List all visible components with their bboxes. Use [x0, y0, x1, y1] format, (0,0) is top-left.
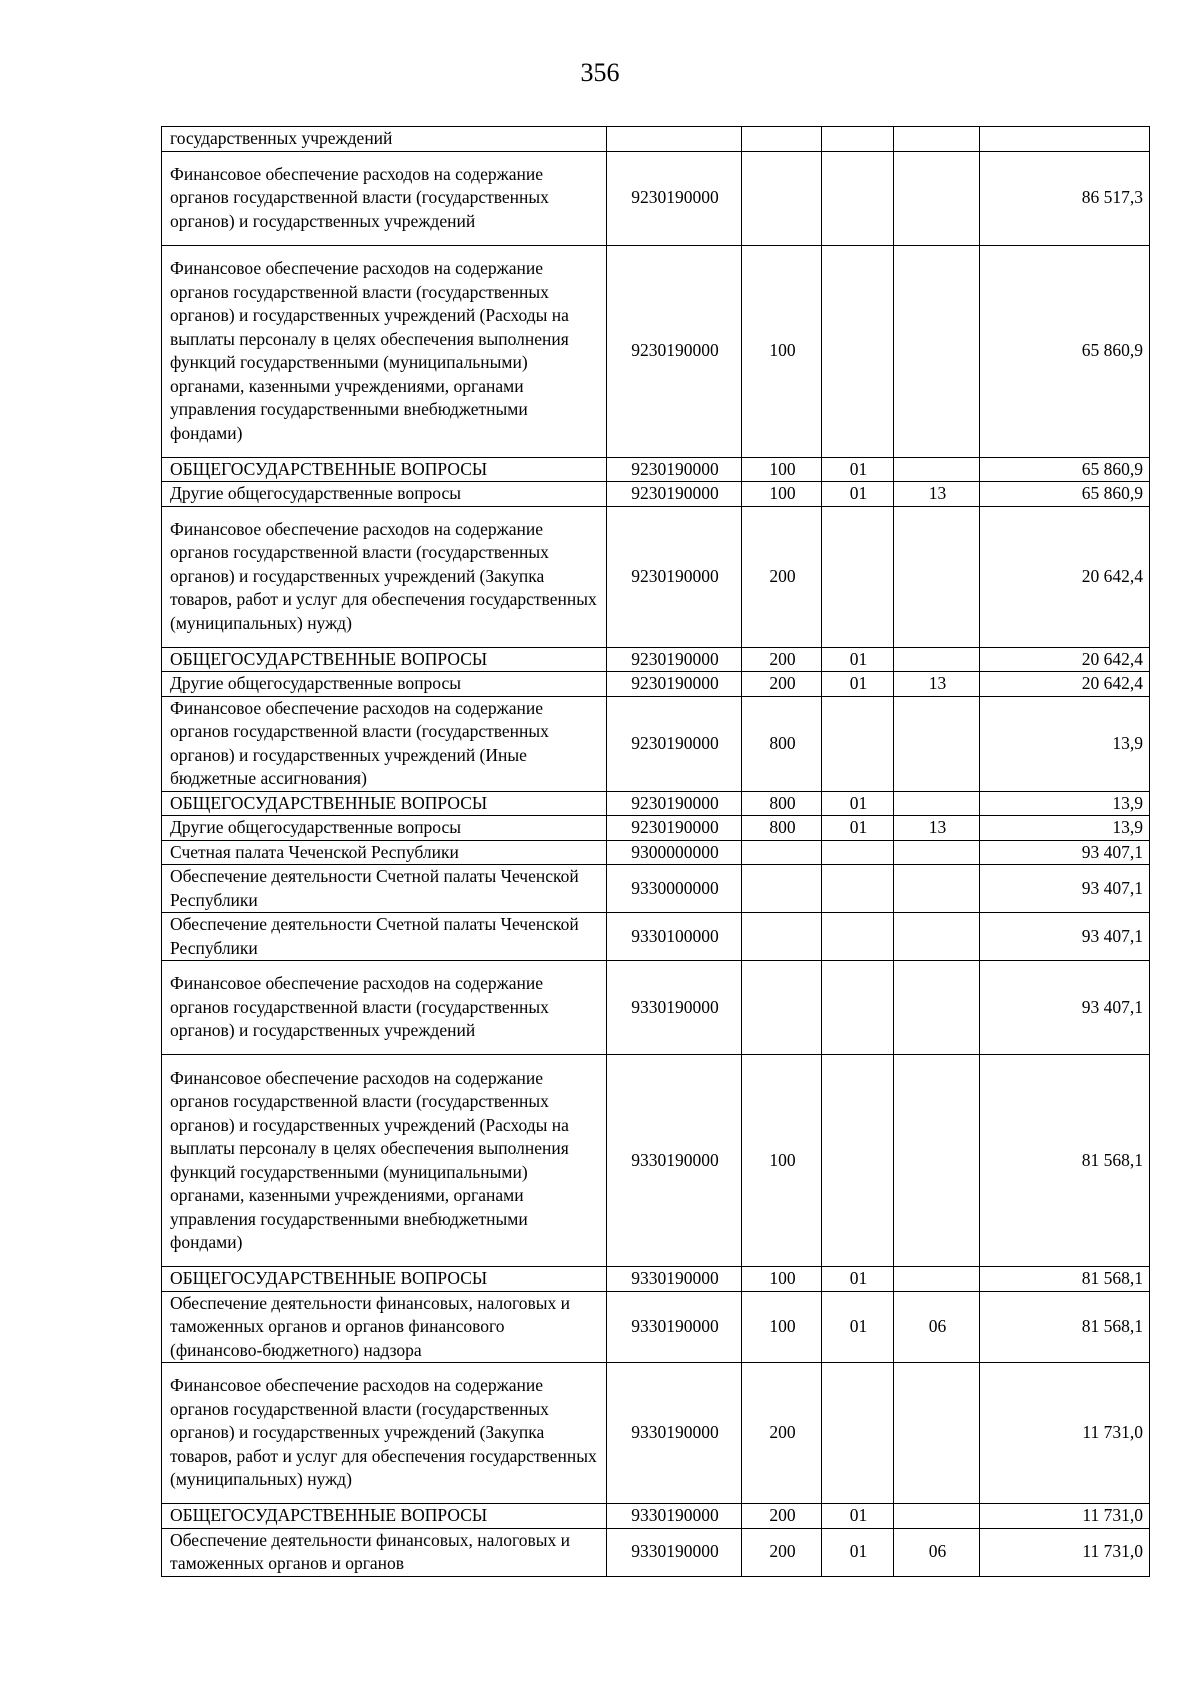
row-subsection-cell: 13: [894, 482, 980, 507]
table-row: [162, 816, 1150, 841]
row-sum-cell: 93 407,1: [980, 840, 1150, 865]
row-code-cell: 9230190000: [607, 816, 742, 841]
row-subsection-cell: [894, 791, 980, 816]
row-section-cell: 01: [822, 457, 894, 482]
row-expense-type-cell: 100: [742, 1267, 822, 1292]
table-row: [162, 1291, 1150, 1363]
row-section-cell: 01: [822, 647, 894, 672]
row-sum-cell: 93 407,1: [980, 961, 1150, 1055]
row-sum-cell: 20 642,4: [980, 647, 1150, 672]
row-sum-cell: 65 860,9: [980, 482, 1150, 507]
row-name-cell: Финансовое обеспечение расходов на содержание органов государственной власти (государственных органов) и государственных учреждений: [162, 151, 607, 245]
row-name-cell: Финансовое обеспечение расходов на содержание органов государственной власти (государственных органов) и государственных учреждений (Иные бюджетные ассигнования): [162, 696, 607, 791]
row-subsection-cell: [894, 840, 980, 865]
row-section-cell: 01: [822, 816, 894, 841]
row-expense-type-cell: 100: [742, 482, 822, 507]
row-subsection-cell: [894, 245, 980, 457]
table-row: [162, 482, 1150, 507]
row-name-cell: ОБЩЕГОСУДАРСТВЕННЫЕ ВОПРОСЫ: [162, 791, 607, 816]
row-code-cell: 9330190000: [607, 1291, 742, 1363]
row-expense-type-cell: 100: [742, 1055, 822, 1267]
row-expense-type-cell: [742, 961, 822, 1055]
row-name-cell: Обеспечение деятельности Счетной палаты Чеченской Республики: [162, 913, 607, 961]
row-expense-type-cell: 800: [742, 791, 822, 816]
row-sum-cell: 11 731,0: [980, 1363, 1150, 1504]
row-section-cell: [822, 696, 894, 791]
table-row: [162, 647, 1150, 672]
row-subsection-cell: 13: [894, 816, 980, 841]
row-name-cell: Обеспечение деятельности Счетной палаты Чеченской Республики: [162, 865, 607, 913]
row-code-cell: 9230190000: [607, 151, 742, 245]
row-name-cell: Финансовое обеспечение расходов на содержание органов государственной власти (государственных органов) и государственных учреждений (Закупка товаров, работ и услуг для обеспечения государственных (муниципальных) нужд): [162, 506, 607, 647]
row-sum-cell: 65 860,9: [980, 245, 1150, 457]
row-section-cell: [822, 865, 894, 913]
row-expense-type-cell: 100: [742, 457, 822, 482]
row-section-cell: [822, 1055, 894, 1267]
row-sum-cell: 13,9: [980, 696, 1150, 791]
row-code-cell: 9230190000: [607, 245, 742, 457]
row-code-cell: 9300000000: [607, 840, 742, 865]
row-name-cell: Финансовое обеспечение расходов на содержание органов государственной власти (государственных органов) и государственных учреждений: [162, 961, 607, 1055]
row-code-cell: 9330190000: [607, 1267, 742, 1292]
row-subsection-cell: [894, 1363, 980, 1504]
table-row: [162, 840, 1150, 865]
row-expense-type-cell: [742, 127, 822, 152]
row-subsection-cell: 06: [894, 1291, 980, 1363]
row-sum-cell: 81 568,1: [980, 1267, 1150, 1292]
row-sum-cell: 13,9: [980, 816, 1150, 841]
row-section-cell: [822, 913, 894, 961]
row-name-cell: Другие общегосударственные вопросы: [162, 672, 607, 697]
table-row: [162, 672, 1150, 697]
row-section-cell: [822, 1363, 894, 1504]
row-sum-cell: [980, 127, 1150, 152]
row-code-cell: 9330100000: [607, 913, 742, 961]
row-expense-type-cell: [742, 151, 822, 245]
row-section-cell: [822, 245, 894, 457]
row-subsection-cell: [894, 647, 980, 672]
row-section-cell: [822, 151, 894, 245]
row-name-cell: ОБЩЕГОСУДАРСТВЕННЫЕ ВОПРОСЫ: [162, 647, 607, 672]
row-sum-cell: 86 517,3: [980, 151, 1150, 245]
row-sum-cell: 11 731,0: [980, 1528, 1150, 1576]
row-subsection-cell: [894, 1055, 980, 1267]
row-code-cell: 9330000000: [607, 865, 742, 913]
row-sum-cell: 93 407,1: [980, 913, 1150, 961]
table-row: [162, 1504, 1150, 1529]
row-subsection-cell: 13: [894, 672, 980, 697]
table-row: [162, 1363, 1150, 1504]
row-expense-type-cell: 200: [742, 647, 822, 672]
row-name-cell: ОБЩЕГОСУДАРСТВЕННЫЕ ВОПРОСЫ: [162, 457, 607, 482]
row-section-cell: [822, 840, 894, 865]
row-name-cell: Другие общегосударственные вопросы: [162, 482, 607, 507]
row-section-cell: 01: [822, 672, 894, 697]
row-expense-type-cell: 800: [742, 816, 822, 841]
table-row: [162, 457, 1150, 482]
row-subsection-cell: 06: [894, 1528, 980, 1576]
row-expense-type-cell: 200: [742, 1363, 822, 1504]
row-code-cell: 9330190000: [607, 1055, 742, 1267]
row-name-cell: Обеспечение деятельности финансовых, налоговых и таможенных органов и органов: [162, 1528, 607, 1576]
row-subsection-cell: [894, 151, 980, 245]
row-expense-type-cell: 200: [742, 672, 822, 697]
row-subsection-cell: [894, 457, 980, 482]
row-sum-cell: 65 860,9: [980, 457, 1150, 482]
row-section-cell: 01: [822, 1528, 894, 1576]
row-subsection-cell: [894, 506, 980, 647]
row-subsection-cell: [894, 1267, 980, 1292]
row-code-cell: 9330190000: [607, 1504, 742, 1529]
row-expense-type-cell: 200: [742, 1528, 822, 1576]
row-expense-type-cell: [742, 840, 822, 865]
row-name-cell: государственных учреждений: [162, 127, 607, 152]
row-name-cell: Счетная палата Чеченской Республики: [162, 840, 607, 865]
row-sum-cell: 81 568,1: [980, 1055, 1150, 1267]
row-code-cell: 9330190000: [607, 961, 742, 1055]
row-code-cell: 9230190000: [607, 791, 742, 816]
row-code-cell: 9230190000: [607, 647, 742, 672]
row-code-cell: 9230190000: [607, 506, 742, 647]
row-code-cell: 9230190000: [607, 457, 742, 482]
row-sum-cell: 93 407,1: [980, 865, 1150, 913]
row-expense-type-cell: [742, 865, 822, 913]
row-code-cell: 9330190000: [607, 1363, 742, 1504]
row-name-cell: ОБЩЕГОСУДАРСТВЕННЫЕ ВОПРОСЫ: [162, 1267, 607, 1292]
row-section-cell: [822, 506, 894, 647]
table-row: [162, 506, 1150, 647]
table-row: [162, 127, 1150, 152]
table-row: [162, 791, 1150, 816]
row-expense-type-cell: [742, 913, 822, 961]
row-sum-cell: 13,9: [980, 791, 1150, 816]
row-code-cell: 9230190000: [607, 672, 742, 697]
table-row: [162, 1055, 1150, 1267]
row-code-cell: 9330190000: [607, 1528, 742, 1576]
row-expense-type-cell: 100: [742, 1291, 822, 1363]
table-row: [162, 865, 1150, 913]
row-sum-cell: 81 568,1: [980, 1291, 1150, 1363]
row-code-cell: 9230190000: [607, 696, 742, 791]
row-sum-cell: 11 731,0: [980, 1504, 1150, 1529]
row-section-cell: 01: [822, 1291, 894, 1363]
row-section-cell: 01: [822, 1267, 894, 1292]
row-subsection-cell: [894, 1504, 980, 1529]
row-sum-cell: 20 642,4: [980, 672, 1150, 697]
table-row: [162, 913, 1150, 961]
row-expense-type-cell: 200: [742, 1504, 822, 1529]
row-name-cell: Обеспечение деятельности финансовых, налоговых и таможенных органов и органов финансового (финансово-бюджетного) надзора: [162, 1291, 607, 1363]
row-name-cell: Финансовое обеспечение расходов на содержание органов государственной власти (государственных органов) и государственных учреждений (Закупка товаров, работ и услуг для обеспечения государственных (муниципальных) нужд): [162, 1363, 607, 1504]
table-row: [162, 961, 1150, 1055]
table-row: [162, 696, 1150, 791]
page-number: 356: [580, 58, 620, 87]
row-subsection-cell: [894, 127, 980, 152]
row-code-cell: 9230190000: [607, 482, 742, 507]
row-name-cell: Другие общегосударственные вопросы: [162, 816, 607, 841]
row-name-cell: Финансовое обеспечение расходов на содержание органов государственной власти (государственных органов) и государственных учреждений (Расходы на выплаты персоналу в целях обеспечения выполнения функций государственными (муниципальными) органами, казенными учреждениями, органами управления государственными внебюджетными фондами): [162, 1055, 607, 1267]
budget-table: [161, 126, 1150, 1577]
row-expense-type-cell: 100: [742, 245, 822, 457]
row-section-cell: 01: [822, 791, 894, 816]
table-row: [162, 245, 1150, 457]
row-subsection-cell: [894, 961, 980, 1055]
row-expense-type-cell: 200: [742, 506, 822, 647]
row-section-cell: [822, 127, 894, 152]
table-row: [162, 151, 1150, 245]
table-row: [162, 1267, 1150, 1292]
row-sum-cell: 20 642,4: [980, 506, 1150, 647]
row-section-cell: 01: [822, 482, 894, 507]
row-subsection-cell: [894, 696, 980, 791]
row-section-cell: [822, 961, 894, 1055]
row-code-cell: [607, 127, 742, 152]
row-subsection-cell: [894, 865, 980, 913]
row-name-cell: Финансовое обеспечение расходов на содержание органов государственной власти (государственных органов) и государственных учреждений (Расходы на выплаты персоналу в целях обеспечения выполнения функций государственными (муниципальными) органами, казенными учреждениями, органами управления государственными внебюджетными фондами): [162, 245, 607, 457]
table-row: [162, 1528, 1150, 1576]
row-subsection-cell: [894, 913, 980, 961]
table-body: [162, 127, 1150, 1577]
row-expense-type-cell: 800: [742, 696, 822, 791]
row-section-cell: 01: [822, 1504, 894, 1529]
row-name-cell: ОБЩЕГОСУДАРСТВЕННЫЕ ВОПРОСЫ: [162, 1504, 607, 1529]
